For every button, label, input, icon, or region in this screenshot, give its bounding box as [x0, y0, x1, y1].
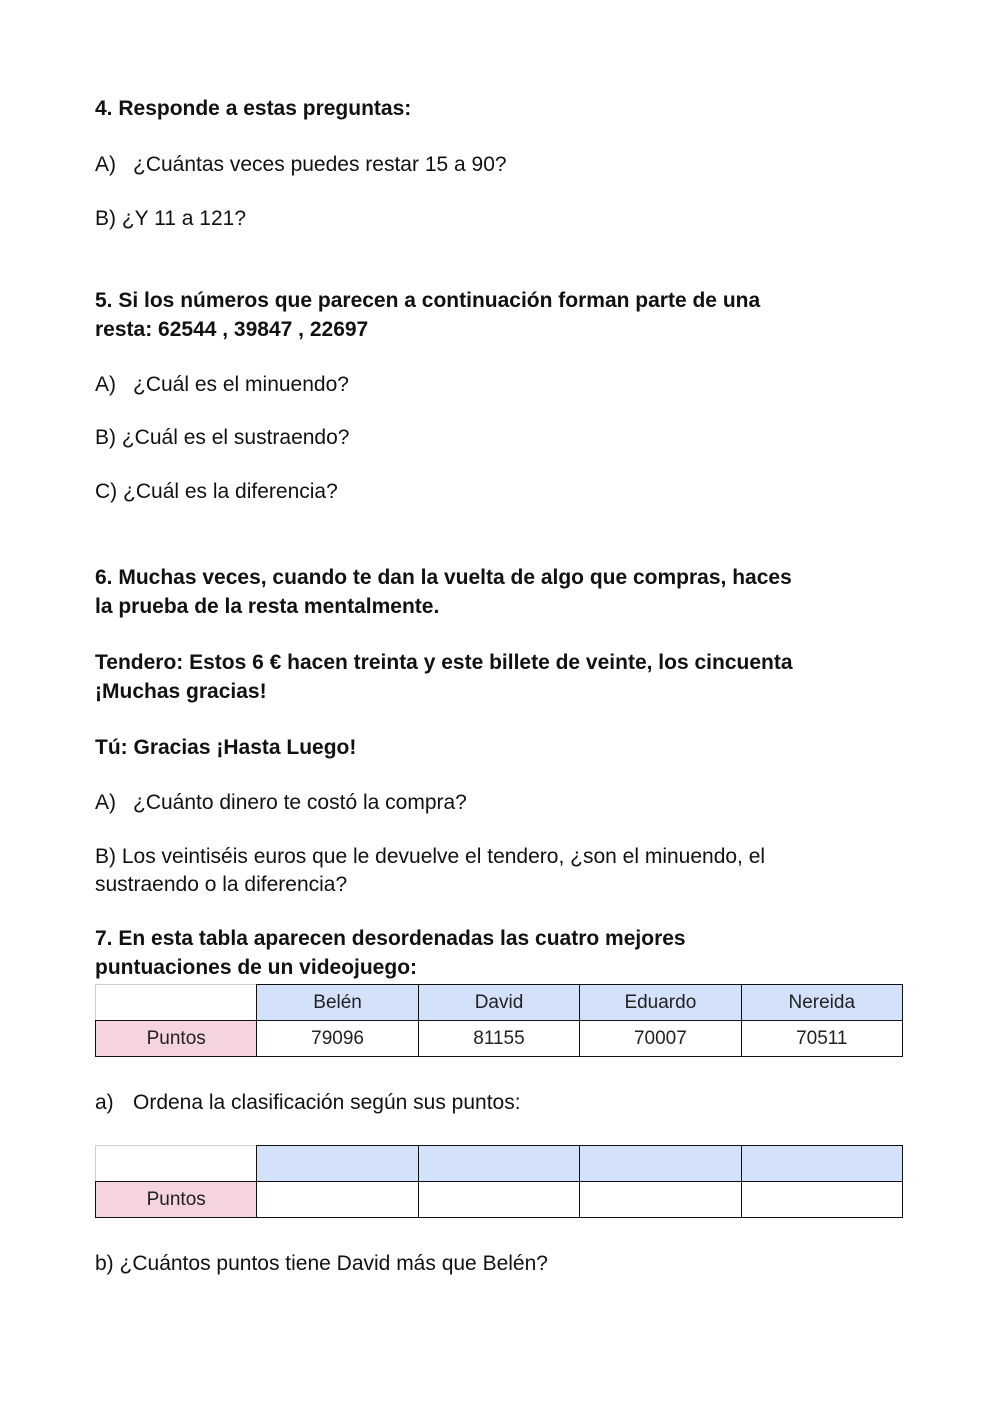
option-label: a): [95, 1091, 114, 1114]
option-text: ¿Cuánto dinero te costó la compra?: [133, 791, 467, 814]
option-label: b): [95, 1252, 114, 1275]
player-name: Eduardo: [580, 985, 741, 1021]
option-text: ¿Cuántas veces puedes restar 15 a 90?: [133, 153, 507, 176]
question-7-title-line1: 7. En esta tabla aparecen desordenadas las cuatro mejores: [95, 927, 686, 950]
option-label: B): [95, 207, 116, 230]
option-label: A): [95, 791, 116, 814]
scores-value-row: [96, 1021, 903, 1057]
question-7b: [95, 1250, 548, 1278]
table-corner-cell: [96, 985, 257, 1021]
option-label: B): [95, 845, 116, 868]
option-text: ¿Cuál es el sustraendo?: [121, 426, 350, 449]
option-text: ¿Cuántos puntos tiene David más que Belén?: [119, 1252, 548, 1275]
ranking-score-blank[interactable]: [580, 1182, 741, 1218]
question-6-title-line2: la prueba de la resta mentalmente.: [95, 595, 440, 618]
question-6b-line2: sustraendo o la diferencia?: [95, 873, 348, 896]
ranking-name-blank[interactable]: [580, 1146, 741, 1182]
score-cell: 70511: [741, 1021, 902, 1057]
question-7a: [95, 1089, 521, 1117]
question-6-title-line1: 6. Muchas veces, cuando te dan la vuelta de algo que compras, haces: [95, 566, 792, 589]
table-corner-cell: [96, 1146, 257, 1182]
score-cell: 81155: [418, 1021, 579, 1057]
ranking-score-blank[interactable]: [418, 1182, 579, 1218]
dialog-tendero-line2: ¡Muchas gracias!: [95, 680, 267, 703]
question-5b: [95, 424, 349, 452]
option-text: ¿Cuál es el minuendo?: [133, 373, 349, 396]
option-text: Ordena la clasificación según sus puntos:: [133, 1091, 521, 1114]
dialog-tu: Tú: Gracias ¡Hasta Luego!: [95, 736, 357, 759]
option-label: A): [95, 373, 116, 396]
ranking-table: [95, 1145, 903, 1218]
option-text: Los veintiséis euros que le devuelve el tendero, ¿son el minuendo, el: [121, 845, 766, 868]
row-label: Puntos: [96, 1182, 257, 1218]
option-label: B): [95, 426, 116, 449]
player-name: Belén: [257, 985, 418, 1021]
score-cell: 79096: [257, 1021, 418, 1057]
scores-table: [95, 984, 903, 1057]
question-4a: [95, 151, 507, 179]
player-name: Nereida: [741, 985, 902, 1021]
option-text: ¿Cuál es la diferencia?: [123, 480, 338, 503]
question-4-title: 4. Responde a estas preguntas:: [95, 97, 412, 120]
ranking-value-row: [96, 1182, 903, 1218]
question-5-title-line1: 5. Si los números que parecen a continuación forman parte de una: [95, 289, 761, 312]
ranking-score-blank[interactable]: [741, 1182, 902, 1218]
question-4b: [95, 205, 246, 233]
score-cell: 70007: [580, 1021, 741, 1057]
ranking-header-row: [96, 1146, 903, 1182]
scores-header-row: [96, 985, 903, 1021]
question-5a: [95, 371, 349, 399]
ranking-name-blank[interactable]: [257, 1146, 418, 1182]
question-6b-line1: [95, 843, 765, 871]
question-6a: [95, 789, 467, 817]
question-5c: [95, 478, 338, 506]
option-text: ¿Y 11 a 121?: [121, 207, 246, 230]
player-name: David: [418, 985, 579, 1021]
ranking-score-blank[interactable]: [257, 1182, 418, 1218]
ranking-name-blank[interactable]: [418, 1146, 579, 1182]
option-label: A): [95, 153, 116, 176]
question-7-title-line2: puntuaciones de un videojuego:: [95, 956, 418, 979]
row-label: Puntos: [96, 1021, 257, 1057]
option-label: C): [95, 480, 118, 503]
dialog-tendero-line1: Tendero: Estos 6 € hacen treinta y este billete de veinte, los cincuenta: [95, 651, 793, 674]
ranking-name-blank[interactable]: [741, 1146, 902, 1182]
question-5-title-line2: resta: 62544 , 39847 , 22697: [95, 318, 369, 341]
